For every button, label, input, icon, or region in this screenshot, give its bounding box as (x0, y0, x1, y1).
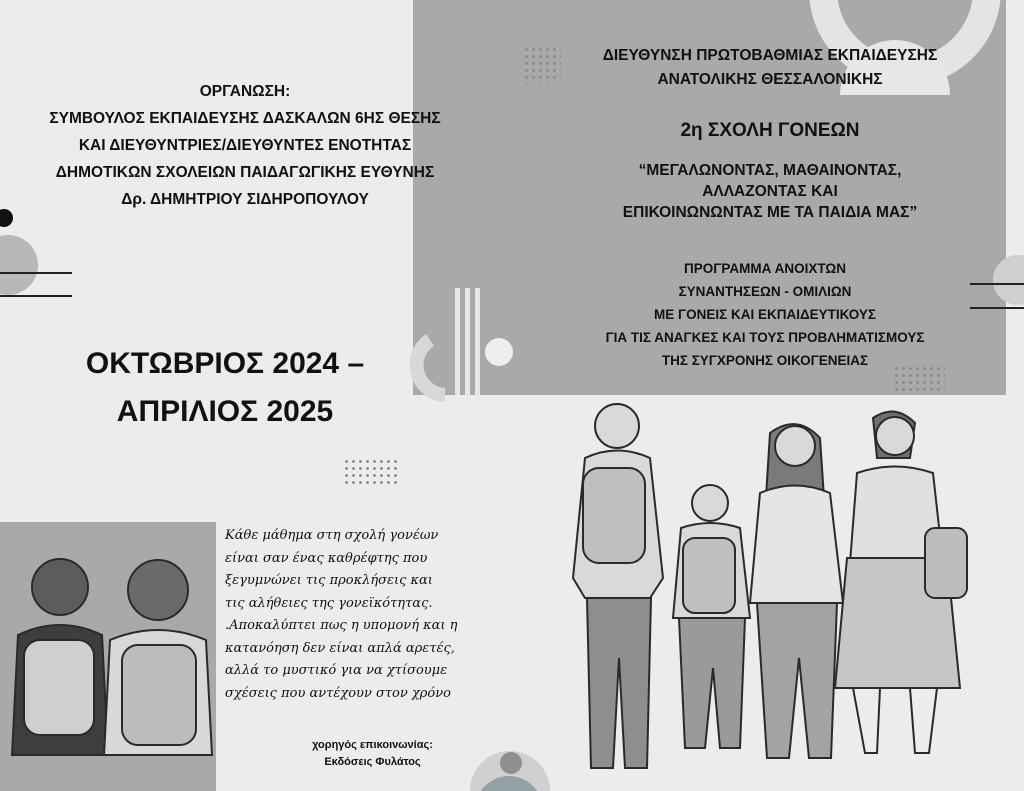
program-line: ΜΕ ΓΟΝΕΙΣ ΚΑΙ ΕΚΠΑΙΔΕΥΤΙΚΟΥΣ (653, 307, 877, 322)
program-block (555, 257, 975, 372)
dot-grid-top (523, 46, 561, 84)
motto-line-1: “ΜΕΓΑΛΩΝΟΝΤΑΣ, ΜΑΘΑΙΝΟΝΤΑΣ, (638, 162, 902, 179)
left-black-dot (0, 209, 13, 227)
right-line-2 (970, 307, 1024, 309)
program-line: ΓΙΑ ΤΙΣ ΑΝΑΓΚΕΣ ΚΑΙ ΤΟΥΣ ΠΡΟΒΛΗΜΑΤΙΣΜΟΥΣ (605, 330, 925, 345)
child-boy-backpack (24, 640, 94, 735)
bottom-gray-half (470, 751, 550, 791)
child-girl-head (128, 560, 188, 620)
quote-line: Κάθε μάθημα στη σχολή γονέων (225, 528, 439, 543)
organization-block (20, 78, 470, 213)
motto-line-2: ΑΛΛΑΖΟΝΤΑΣ ΚΑΙ (702, 183, 838, 200)
organization-line: ΚΑΙ ΔΙΕΥΘΥΝΤΡΙΕΣ/ΔΙΕΥΘΥΝΤΕΣ ΕΝΟΤΗΤΑΣ (78, 137, 412, 154)
children-illustration (0, 555, 216, 770)
left-gray-circle (0, 235, 38, 295)
left-line-2 (0, 295, 72, 297)
dates-line-2: ΑΠΡΙΛΙΟΣ 2025 (116, 395, 334, 428)
sponsor-block (290, 737, 455, 771)
left-line-1 (0, 272, 72, 274)
organization-line: Δρ. ΔΗΜΗΤΡΙΟΥ ΣΙΔΗΡΟΠΟΥΛΟΥ (121, 191, 369, 208)
boy-legs (679, 618, 745, 748)
vbar-3 (475, 288, 480, 395)
girl-head (775, 426, 815, 466)
vbar-2 (465, 288, 470, 395)
quarter-ring (417, 340, 445, 395)
mother-bag (925, 528, 967, 598)
boy-head (692, 485, 728, 521)
directorate-line-1: ΔΙΕΥΘΥΝΣΗ ΠΡΩΤΟΒΑΘΜΙΑΣ ΕΚΠΑΙΔΕΥΣΗΣ (602, 47, 938, 64)
boy-backpack (683, 538, 735, 613)
girl-legs (757, 603, 837, 758)
child-girl-backpack (122, 645, 196, 745)
quote-line: αλλά το μυστικό για να χτίσουμε (225, 663, 448, 678)
program-line: ΣΥΝΑΝΤΗΣΕΩΝ - ΟΜΙΛΙΩΝ (678, 284, 852, 299)
sponsor-name: Εκδόσεις Φυλάτος (324, 756, 421, 768)
child-boy-head (32, 559, 88, 615)
dot-grid-middle (343, 458, 397, 486)
mother-legs (853, 688, 937, 753)
mother-head (876, 417, 914, 455)
quote-line: είναι σαν ένας καθρέφτης που (225, 550, 428, 566)
father-legs (587, 598, 651, 768)
sponsor-label: χορηγός επικοινωνίας: (312, 739, 433, 751)
motto-block (560, 160, 980, 223)
organization-heading: ΟΡΓΑΝΩΣΗ: (199, 83, 291, 100)
vbar-1 (455, 288, 460, 395)
dates-line-1: ΟΚΤΩΒΡΙΟΣ 2024 – (85, 347, 365, 380)
quote-line: .Αποκαλύπτει πως η υπομονή και η (225, 618, 458, 633)
organization-line: ΣΥΜΒΟΥΛΟΣ ΕΚΠΑΙΔΕΥΣΗΣ ΔΑΣΚΑΛΩΝ 6ΗΣ ΘΕΣΗΣ (49, 110, 441, 127)
girl-body (750, 486, 843, 604)
school-title: 2η ΣΧΟΛΗ ΓΟΝΕΩΝ (680, 120, 860, 141)
father-head (595, 404, 639, 448)
program-line: ΠΡΟΓΡΑΜΜΑ ΑΝΟΙΧΤΩΝ (684, 261, 846, 276)
dates-block (30, 340, 420, 436)
directorate-line-2: ΑΝΑΤΟΛΙΚΗΣ ΘΕΣΣΑΛΟΝΙΚΗΣ (657, 71, 883, 88)
quote-block (225, 525, 485, 705)
quote-line: τις αλήθειες της γονεϊκότητας. (225, 595, 433, 611)
father-backpack (583, 468, 645, 563)
quote-line: σχέσεις που αντέχουν στον χρόνο (225, 685, 451, 701)
quote-line: κατανόηση δεν είναι απλά αρετές, (225, 640, 455, 656)
program-line: ΤΗΣ ΣΥΓΧΡΟΝΗΣ ΟΙΚΟΓΕΝΕΙΑΣ (661, 353, 869, 368)
quote-line: ξεγυμνώνει τις προκλήσεις και (225, 573, 433, 588)
right-line-1 (970, 283, 1024, 285)
family-illustration (555, 398, 975, 783)
right-gray-circle (993, 255, 1024, 305)
organization-line: ΔΗΜΟΤΙΚΩΝ ΣΧΟΛΕΙΩΝ ΠΑΙΔΑΓΩΓΙΚΗΣ ΕΥΘΥΝΗΣ (55, 164, 435, 181)
directorate-block (570, 44, 970, 92)
motto-line-3: ΕΠΙΚΟΙΝΩΝΩΝΤΑΣ ΜΕ ΤΑ ΠΑΙΔΙΑ ΜΑΣ” (622, 204, 918, 221)
white-dot (485, 338, 513, 366)
